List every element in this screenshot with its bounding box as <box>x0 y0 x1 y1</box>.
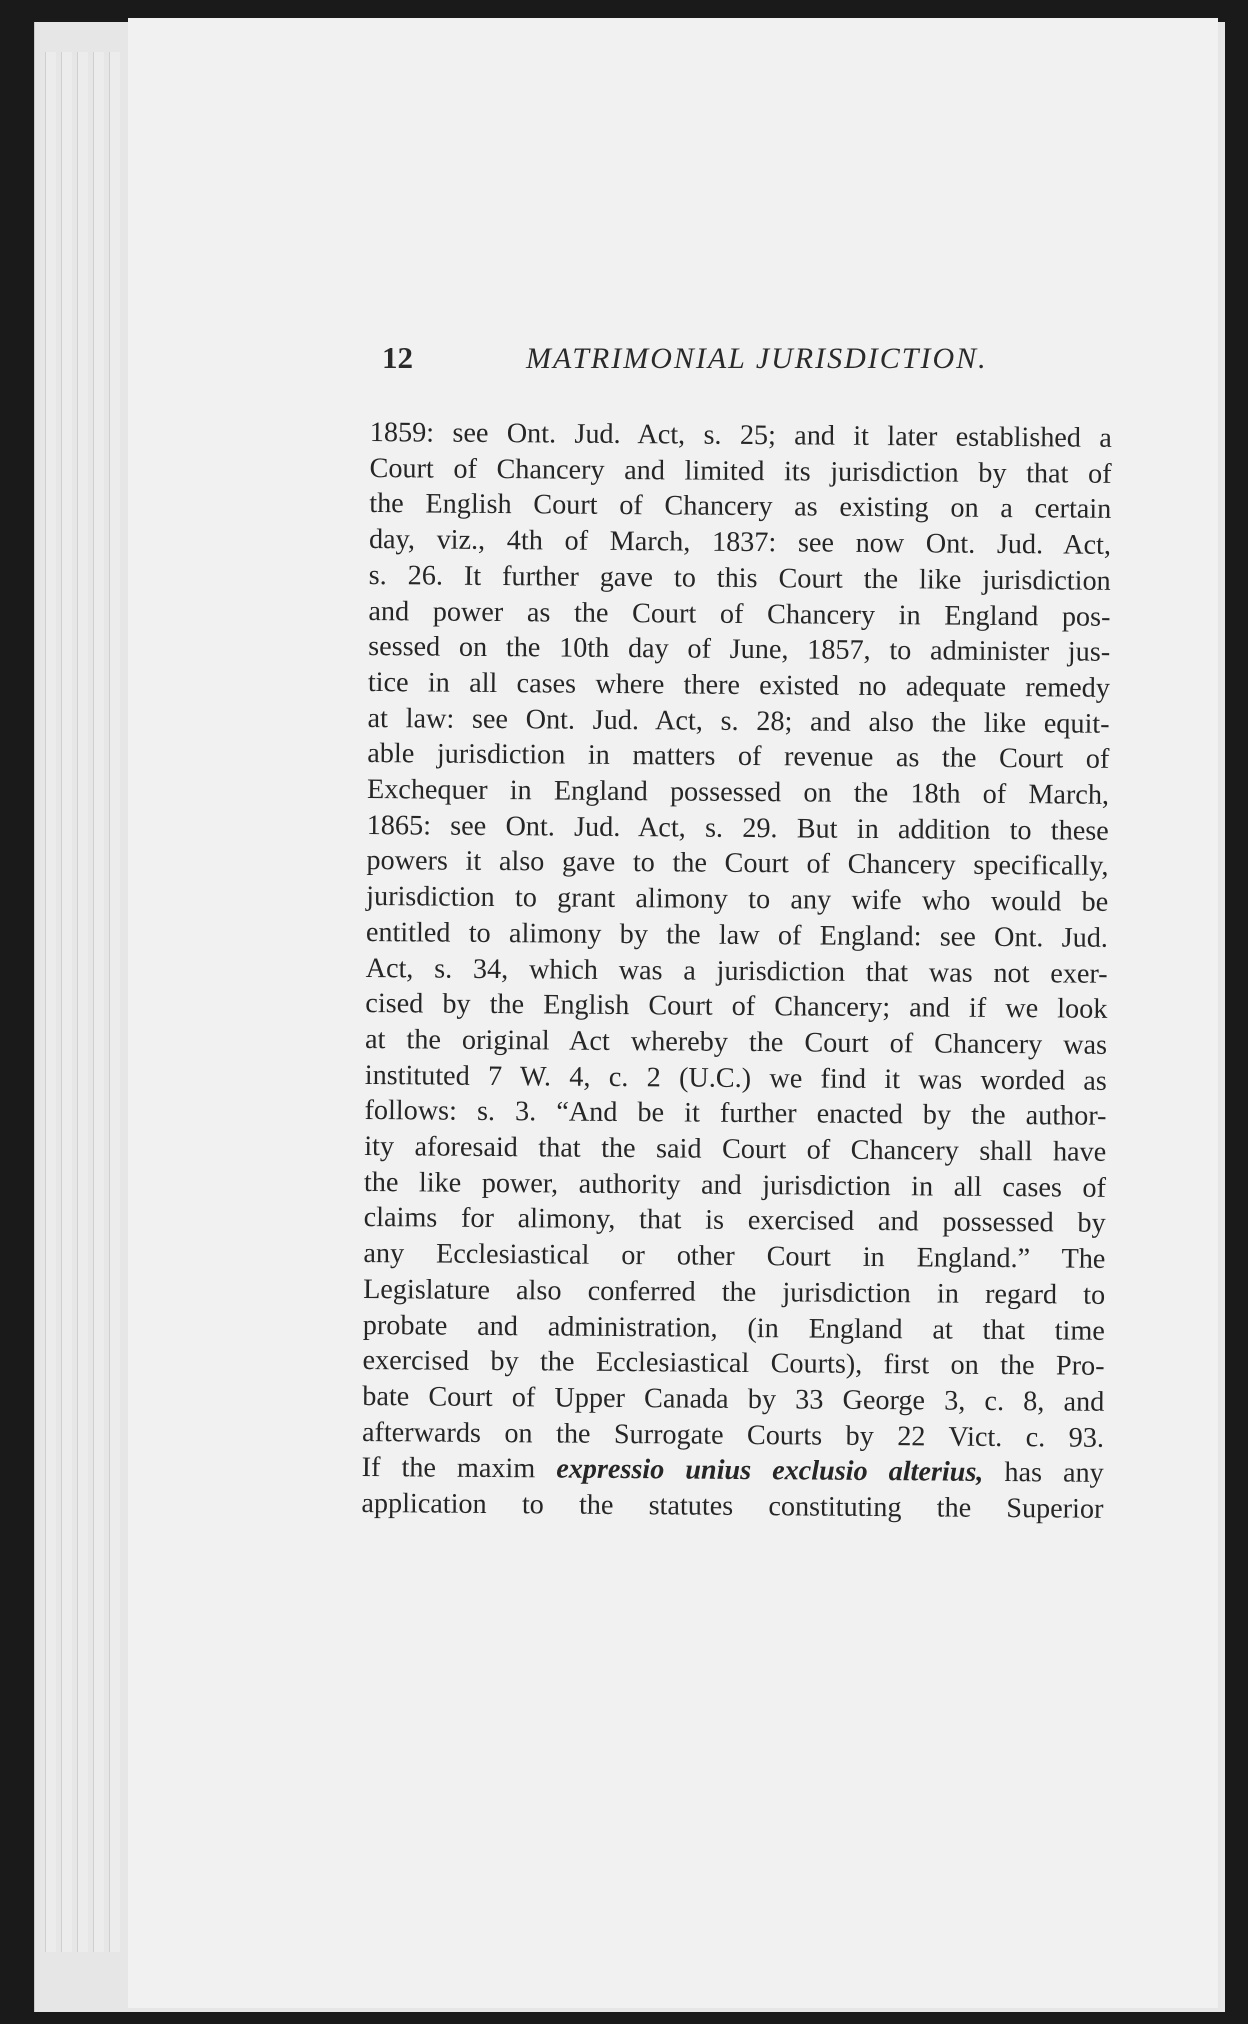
text-line: tice in all cases where there existed no adequate remedy <box>367 666 1110 704</box>
page-edge <box>109 52 120 1952</box>
text-line: Act, s. 34, which was a jurisdiction that was not exer- <box>365 952 1108 990</box>
text-line: and power as the Court of Chancery in England pos- <box>368 595 1111 633</box>
page-edge <box>45 52 56 1952</box>
page-edge <box>93 52 104 1952</box>
text-fragment: If the maxim <box>361 1452 557 1485</box>
text-line: Exchequer in England possessed on the 18th of March, <box>366 774 1110 811</box>
text-line: sessed on the 10th day of June, 1857, to administer jus- <box>368 631 1111 669</box>
text-line: exercised by the Ecclesiastical Courts), first on the Pro- <box>362 1345 1105 1383</box>
text-line: 1859: see Ont. Jud. Act, s. 25; and it later established a <box>369 416 1112 454</box>
text-line: claims for alimony, that is exercised and possessed by <box>363 1202 1106 1240</box>
text-fragment: has any <box>983 1457 1104 1490</box>
text-line: probate and administration, (in England at that time <box>362 1309 1105 1347</box>
text-line: afterwards on the Surrogate Courts by 22 Vict. c. 93. <box>361 1416 1105 1454</box>
text-line: any Ecclesiastical or other Court in England.” The <box>363 1238 1106 1275</box>
page-header <box>382 340 1107 376</box>
text-line: instituted 7 W. 4, c. 2 (U.C.) we find it was worded as <box>364 1059 1107 1097</box>
text-line: bate Court of Upper Canada by 33 George 3, c. 8, and <box>362 1380 1105 1418</box>
text-line-with-latin-maxim <box>362 1450 1104 1492</box>
latin-maxim: expressio unius exclusio alterius, <box>556 1453 984 1489</box>
running-head: MATRIMONIAL JURISDICTION. <box>526 342 988 375</box>
page-edge <box>61 52 72 1952</box>
text-line: cised by the English Court of Chancery; and if we look <box>365 988 1108 1026</box>
text-line: powers it also gave to the Court of Chancery specifically, <box>366 845 1109 883</box>
text-line: application to the statutes constituting the Superior <box>361 1488 1104 1525</box>
text-line: entitled to alimony by the law of England: see Ont. Jud. <box>365 916 1109 954</box>
text-line: the English Court of Chancery as existing on a certain <box>369 488 1112 526</box>
text-line: 1865: see Ont. Jud. Act, s. 29. But in addition to these <box>366 809 1109 847</box>
text-line: s. 26. It further gave to this Court the like jurisdiction <box>368 559 1111 597</box>
text-line: jurisdiction to grant alimony to any wife who would be <box>366 881 1109 918</box>
text-line: Court of Chancery and limited its jurisdiction by that of <box>369 452 1112 490</box>
text-line: ity aforesaid that the said Court of Chancery shall have <box>364 1131 1107 1168</box>
page-number: 12 <box>382 340 413 375</box>
page-edge <box>77 52 88 1952</box>
text-line: at law: see Ont. Jud. Act, s. 28; and also the like equit- <box>367 702 1110 740</box>
body-text <box>361 415 1112 1528</box>
text-line: follows: s. 3. “And be it further enacted by the author- <box>364 1095 1107 1133</box>
text-line: Legislature also conferred the jurisdiction in regard to <box>363 1273 1106 1311</box>
text-line: day, viz., 4th of March, 1837: see now Ont. Jud. Act, <box>368 524 1112 561</box>
text-line: at the original Act whereby the Court of Chancery was <box>364 1023 1108 1061</box>
text-line: able jurisdiction in matters of revenue as the Court of <box>367 738 1110 776</box>
text-line: the like power, authority and jurisdiction in all cases of <box>363 1166 1107 1204</box>
